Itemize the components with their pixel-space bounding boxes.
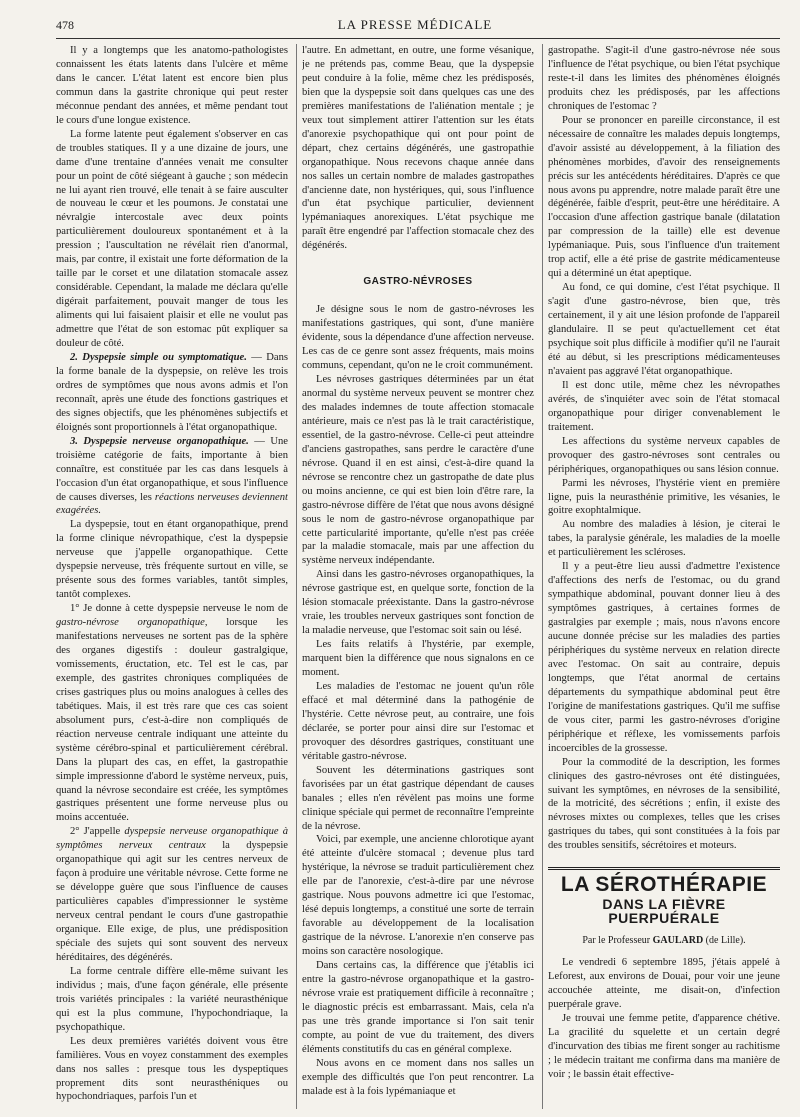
column-right — [548, 44, 780, 1109]
column-middle — [302, 44, 534, 1109]
paragraph: Au fond, ce qui domine, c'est l'état psychique. Il s'agit d'une gastro-névrose, bien que, très certainement, il y ait une lésion profonde de l'appareil glandulaire. Il se peut qu'actuellement cet état psychique soit plus difficile à modifier qu'il ne l'aurait été au début, si les prescriptions médicamenteuses n'avaient pas aggravé l'état organopathique. — [548, 282, 780, 377]
paragraph: Les névroses gastriques déterminées par un état anormal du système nerveux peuvent se montrer chez des malades indemnes de toute affection stomacale antérieure, mais ce n'est pas là le trait caractéristique, essentiel, de la gastro-névrose. Celle-ci peut atteindre d'anciens gastropathes, sans perdre le caractère d'une névrose. Quand il en est ainsi, c'est-à-dire quand la névrose se rencontre chez un gastropathe de date plus ou moins ancienne, ce qui est bien loin d'être rare, la gastro-névrose diffère de l'état que nous avons désigné sous le nom de gastro-névrose organopathique par cette particularité importante, qu'elle n'est pas créée par la maladie stomacale, mais par une affection du système nerveux indépendante. — [302, 374, 534, 567]
paragraph: Nous avons en ce moment dans nos salles un exemple des difficultés que l'on peut rencontrer. La malade est à la fois lypémaniaque et — [302, 1057, 534, 1097]
column-left — [56, 44, 288, 1109]
author-name: GAULARD — [652, 935, 704, 947]
italic-text: réactions nerveuses deviennent exagérées. — [56, 491, 288, 517]
paragraph: l'autre. En admettant, en outre, une forme vésanique, je ne prétends pas, comme Beau, que la dyspepsie peut conduire à la folie, même chez les prédisposés, bien que la dyspepsie soit dans quelques cas une des premières manifestations de l'aliénation mentale ; je veux tout simplement attirer l'attention sur les états d'anorexie psychopathique qui ont pour point de départ, chez certains dégénérés, une gastropathie organopathique. Nous recevons chaque année dans nos salles un certain nombre de malades gastropathes d'ancienne date, non hystériques, qui, sous l'influence d'un état psychique particulier, deviennent lypémaniaques anorexiques. L'état psychique me paraît être engendré par l'affection stomacale chez des dégénérés. — [302, 45, 534, 252]
paragraph-text: — Une troisième catégorie de faits, importante à bien connaître, est constituée par les cas dans lesquels à l'occasion d'un état organopathique, et sous l'influence de causes diverses, les — [56, 435, 288, 503]
paragraph: Au nombre des maladies à lésion, je citerai le tabes, la paralysie générale, les maladies de la moelle et particulièrement les scléroses. — [548, 519, 780, 559]
paragraph: Pour la commodité de la description, les formes cliniques des gastro-névroses ont été distinguées, suivant les symptômes, en névroses de la sensibilité, de la motricité, des sécrétions ; enfin, il existe des névroses mixtes ou complexes, telles que les crises gastriques du tabes, qui sont constituées à la fois par des troubles sensitifs, sécrétoires et moteurs. — [548, 756, 780, 852]
paragraph: Ainsi dans les gastro-névroses organopathiques, la névrose gastrique est, en quelque sorte, fonction de la lésion stomacale préexistante. Dans la gastro-névrose vraie, les troubles nerveux gastriques sont fonction de la maladie nerveuse, que l'estomac soit sain ou lésé. — [302, 569, 534, 637]
paragraph: Je désigne sous le nom de gastro-névroses les manifestations gastriques, qui sont, d'une manière évidente, sous la dépendance d'une affection nerveuse. Les cas de ce genre sont assez fréquents, mais moins communs, cependant, qu'on ne le croit communément. — [302, 304, 534, 372]
article-subtitle: DANS LA FIÈVRE PUERPUÉRALE — [602, 896, 726, 927]
header-rule — [56, 38, 780, 39]
article-separator — [548, 867, 780, 870]
paragraph: Dans certains cas, la différence que j'établis ici entre la gastro-névrose organopathique et la gastro-névrose vraie est pratiquement difficile à reconnaître ; le diagnostic précis est embarrassant. Mais, cela n'a pas une très grande importance si l'on sait tenir compte, au point de vue du traitement, des divers éléments constitutifs du cas en général complexe. — [302, 960, 534, 1055]
paragraph: Les maladies de l'estomac ne jouent qu'un rôle effacé et mal déterminé dans la pathogénie de l'hystérie. Cette névrose peut, au contraire, une fois déclarée, se porter pour ainsi dire sur l'estomac et provoquer des désordres gastriques, constituant une véritable gastro-névrose. — [302, 680, 534, 762]
paragraph: La forme latente peut également s'observer en cas de troubles statiques. Il y a une dizaine de jours, une dame d'une trentaine d'années venait me consulter pour un point de côté siégeant à gauche ; son médecin ne lui ayant rien trouvé, elle tenait à se faire ausculter de nouveau le cœur et les poumons. Je constatai une névralgie intercostale avec deux points particulièrement douloureux spontanément et à la pression ; l'auscultation ne révélait rien d'anormal, mais, par contre, il existait une forte déformation de la taille par le corset et une dilatation stomacale assez considérable. Cependant, la malade me déclara qu'elle digérait parfaitement, pouvait manger de tous les aliments qui lui faisaient plaisir et elle ne voulut pas admettre que l'état de son estomac pût expliquer sa douleur de côté. — [56, 128, 288, 350]
paragraph-text: , lorsque les manifestations nerveuses ne sortent pas de la sphère des organes digestifs : douleur gastralgique, vomissements, éructation, etc. Tel est le cas, par exemple, des gastrites chroniques compliquées de crises gastriques plus ou moins analogues à celles des tabétiques. Mais, il est très rare que ces cas soient absolument purs, c'est-à-dire non compliqués de réaction nerveuse centrale indiquant une atteinte du système cérébro-spinal et particulièrement cérébral. Dans la plupart des cas, en effet, la gastropathie simple impressionne d'abord le système nerveux, puis, quand la névrose secondaire est créée, les symptômes gastriques présentent une forme nerveuse plus ou moins accentuée. — [56, 617, 288, 824]
paragraph: Le vendredi 6 septembre 1895, j'étais appelé à Leforest, aux environs de Douai, pour voir une jeune accouchée atteinte, me disait-on, d'infection puerpérale grave. — [548, 957, 780, 1010]
paragraph — [56, 602, 288, 825]
paragraph: Souvent les déterminations gastriques sont favorisées par un état gastrique dépendant de causes banales ; elles n'en révèlent pas moins une forme clinique spéciale qui permet de reconnaître l'empreinte de la névrose. — [302, 764, 534, 832]
paragraph: Les deux premières variétés doivent vous être familières. Vous en voyez constamment des exemples dans nos salles : presque tous les dyspeptiques proprement dits sont neurasthéniques ou hypochondriaques, parfois l'un et — [56, 1035, 288, 1103]
paragraph: Les affections du système nerveux capables de provoquer des gastro-névroses sont centrales ou périphériques, organopathiques ou sans lésion connue. — [548, 435, 780, 475]
article-author — [548, 934, 780, 948]
author-suffix: (de Lille). — [703, 935, 746, 947]
paragraph-text: — Dans la forme banale de la dyspepsie, on relève les trois ordres de symptômes que nous avons admis et l'on reconnaît, après une étude des fonctions gastriques et des signes objectifs, que les phénomènes subjectifs et éloignés sont proportionnels à l'état organopathique. — [56, 351, 288, 433]
page-header — [56, 14, 780, 36]
article-title: LA SÉROTHÉRAPIE — [560, 873, 768, 897]
journal-title: LA PRESSE MÉDICALE — [337, 17, 493, 32]
paragraph: La dyspepsie, tout en étant organopathique, prend la forme clinique névropathique, c'est la dyspepsie nerveuse que j'appelle organopathique. Cette dyspepsie nerveuse, très fréquente surtout en ville, se présente sous des formes variables, tantôt simples, tantôt complexes. — [56, 519, 288, 601]
subheading: 3. Dyspepsie nerveuse organopathique. — [70, 435, 249, 447]
paragraph — [56, 825, 288, 965]
section-title: GASTRO-NÉVROSES — [363, 276, 473, 288]
paragraph-text: 2° J'appelle — [70, 826, 125, 838]
column-divider — [542, 44, 543, 1109]
paragraph: La forme centrale diffère elle-même suivant les individus ; mais, d'une façon générale, elle présente trois variétés principales : la variété neurasthénique qui est la plus commune, l'hypochondriaque, la psychopathique. — [56, 965, 288, 1033]
paragraph — [56, 351, 288, 435]
paragraph: Pour se prononcer en pareille circonstance, il est nécessaire de connaître les malades depuis longtemps, d'avoir assisté au développement, à la filiation des phénomènes morbides, d'avoir des renseignements précis sur les antécédents héréditaires. D'après ce que nous avons pu apprendre, notre malade paraît être une dégénérée, faible d'esprit, peut-être une héréditaire. A l'occasion d'une affection gastrique banale (dilatation par compression de la taille) elle est devenue lypémaniaque. Puis, sous l'influence d'un traitement trop actif, elle a été prise de gastrite médicamenteuse qui a déterminé un état apeptique. — [548, 114, 780, 280]
paragraph: Il est donc utile, même chez les névropathes avérés, de s'inquiéter avec soin de l'état stomacal organopathique pour diriger convenablement le traitement. — [548, 379, 780, 433]
paragraph: Parmi les névroses, l'hystérie vient en première ligne, puis la neurasthénie primitive, les vésanies, le goitre exophtalmique. — [548, 477, 780, 517]
paragraph-text: la dyspepsie organopathique qui agit sur les centres nerveux de façon à produire une véritable névrose. Cette forme ne se développe guère que sous l'influence de causes particulières capables d'impressionner le système nerveux central pendant le cours d'une gastropathie organique. Elle exige, de plus, une prédisposition spéciale des sujets qui sont souvent des nerveux héréditaires, des dégénérés. — [56, 840, 288, 963]
page-number: 478 — [56, 17, 74, 32]
subheading: 2. Dyspepsie simple ou symptomatique. — [70, 351, 247, 363]
paragraph: Les faits relatifs à l'hystérie, par exemple, marquent bien la différence que nous signalons en ce moment. — [302, 639, 534, 679]
paragraph: Il y a peut-être lieu aussi d'admettre l'existence d'affections des nerfs de l'estomac, ou du grand sympathique abdominal, pouvant donner lieu à des symptômes gastriques, à certaines formes de gastralgies par exemple ; mais, nous n'avons encore aucune donnée précise sur les maladies des parties périphériques du système nerveux en relation directe avec l'estomac. On sait au contraire, depuis longtemps, que l'état anormal de certains départements du sympathique abdominal peut être l'origine de manifestations gastriques. Qu'il me suffise de vous citer, parmi les gastro-névroses d'origine périphérique et réflexe, les vomissements parfois incoercibles de la grossesse. — [548, 561, 780, 754]
paragraph: Je trouvai une femme petite, d'apparence chétive. La gracilité du squelette et un certain degré d'incurvation des tibias me firent songer au rachitisme ; le médecin traitant me confirma dans ma manière de voir ; le bassin était effective- — [548, 1012, 780, 1080]
italic-text: dyspepsie nerveuse organopathique à symptômes nerveux centraux — [56, 826, 288, 852]
column-divider — [296, 44, 297, 1109]
paragraph: Il y a longtemps que les anatomo-pathologistes connaissent les états latents dans l'ulcère et même dans le cancer. L'état latent est encore bien plus commun dans la gastrite chronique qui peut rester méconnue pendant des années, et même pendant tout le cours d'une longue existence. — [56, 45, 288, 126]
paragraph: gastropathe. S'agit-il d'une gastro-névrose née sous l'influence de l'état psychique, ou bien l'état psychique reste-t-il dans les limites des phénomènes éloignés produits chez les prédisposés, par les affections chroniques de l'estomac ? — [548, 45, 780, 112]
paragraph-text: 1° Je donne à cette dyspepsie nerveuse le nom de — [70, 603, 288, 615]
author-prefix: Par le Professeur — [582, 935, 653, 947]
paragraph: Voici, par exemple, une ancienne chlorotique ayant été atteinte d'ulcère stomacal ; devenue plus tard hystérique, la névrose se traduit particulièrement chez elle par de l'anorexie, c'est-à-dire par une névrose gastrique. Nous pouvons admettre ici que l'estomac, lésé depuis longtemps, a constitué une sorte de terrain favorable au développement de la localisation gastrique de la névrose. L'anorexie n'en conserve pas moins son caractère nosologique. — [302, 834, 534, 958]
paragraph — [56, 435, 288, 519]
italic-text: gastro-névrose organopathique — [56, 617, 205, 629]
